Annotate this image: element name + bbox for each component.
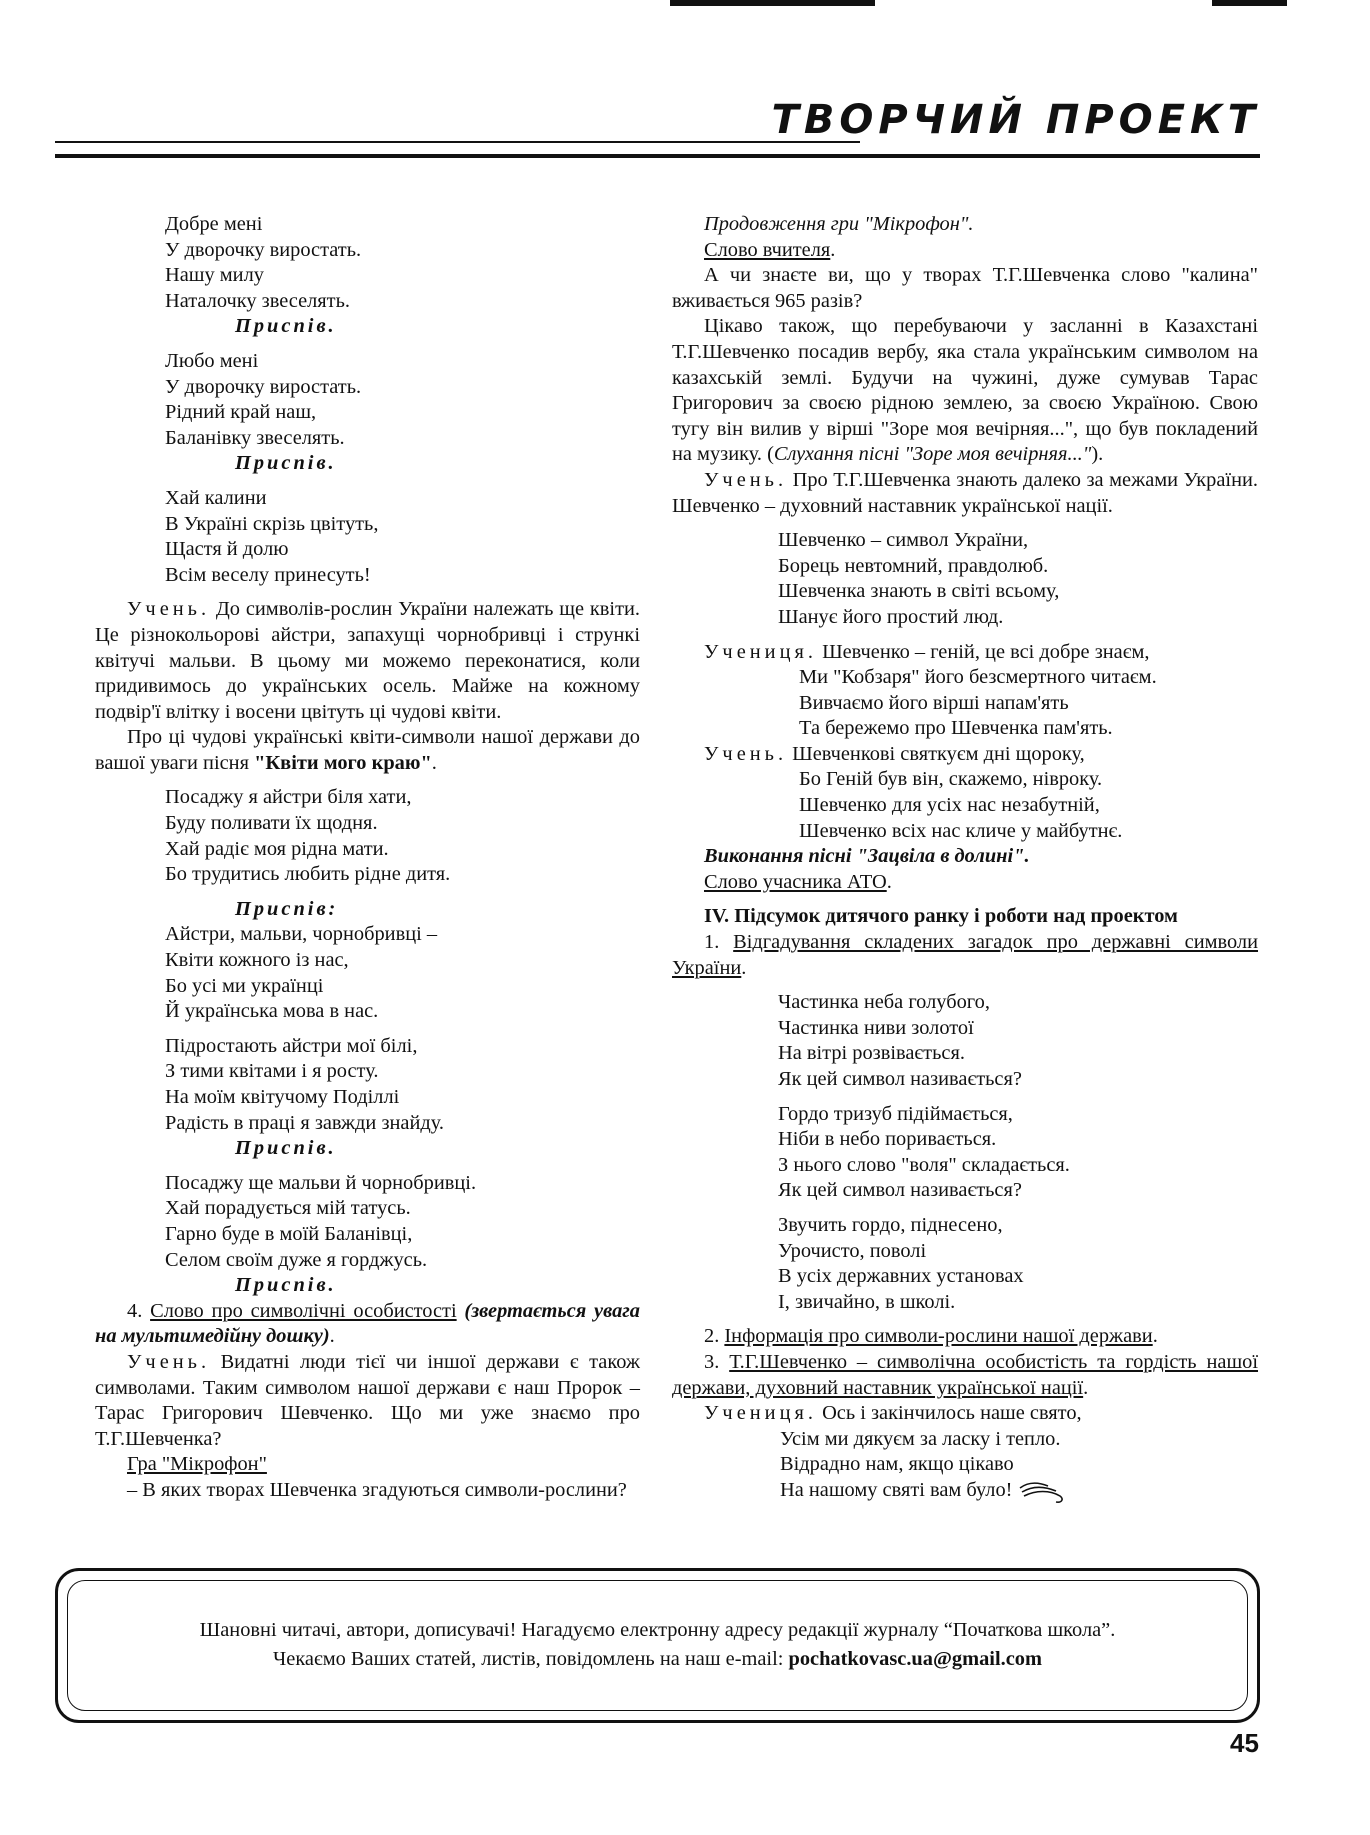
page-header — [55, 96, 1260, 166]
punctuation: . — [1083, 1376, 1089, 1399]
verse-line: Бо Геній був він, скажемо, нівроку. — [799, 768, 1103, 791]
verse-line: На вітрі розвівається. — [778, 1042, 965, 1065]
verse-line: В усіх державних установах — [778, 1265, 1024, 1288]
verse-line: Шевченка знають в світі всьому, — [778, 580, 1060, 603]
riddle — [672, 1102, 1258, 1204]
poem — [672, 528, 1258, 630]
verse-line: Квіти кожного із нас, — [165, 949, 349, 972]
verse-line: Всім веселу принесуть! — [165, 563, 371, 586]
verse-line: Радість в праці я завжди знайду. — [165, 1111, 444, 1134]
item-note: (звертається увага на мультимедійну дошку) — [95, 1299, 640, 1348]
song-stanza — [95, 486, 640, 588]
verse-line: Шевченко – геній, це всі добре знаєм, — [816, 640, 1150, 663]
song-stanza — [95, 1171, 640, 1273]
notice-text: Чекаємо Ваших статей, листів, повідомлень на наш e-mail: — [273, 1648, 789, 1670]
song-stanza — [95, 785, 640, 887]
verse-line: На моїм квітучому Поділлі — [165, 1086, 400, 1108]
paragraph-text: Цікаво також, що перебуваючи у засланні в Казахстані Т.Г.Шевченко посадив вербу, яка стала українським символом на казахській землі. Будучи на чужині, дуже сумував Тарас Григорович за своєю рідною землею, за своєю Україною. Свою тугу він вилив у вірші "Зоре моя вечірняя...", що був покладений на музику. ( — [672, 315, 1258, 466]
verse-line: Гарно буде в моїй Баланівці, — [165, 1222, 413, 1245]
item-number: 4. — [127, 1299, 151, 1322]
program-item — [95, 1299, 640, 1350]
item-title: Відгадування складених загадок про державні символи України — [672, 931, 1259, 979]
verse-line: Добре мені — [165, 213, 263, 235]
section-title: ТВОРЧИЙ ПРОЕКТ — [771, 97, 1260, 143]
punctuation: . — [431, 751, 437, 774]
verse-line: Посаджу ще мальви й чорнобривці. — [165, 1171, 477, 1194]
verse-line — [672, 1478, 1258, 1504]
notice-content — [67, 1580, 1248, 1711]
section-heading: IV. Підсумок дитячого ранку і роботи над проектом — [704, 905, 1178, 928]
top-edge-mark — [670, 0, 875, 6]
verse-line: Бо усі ми українці — [165, 974, 324, 997]
program-item — [672, 1350, 1258, 1401]
punctuation: . — [741, 956, 747, 979]
verse-line: Рідний край наш, — [165, 401, 317, 424]
verse-line: Хай радіє моя рідна мати. — [165, 837, 389, 860]
subheading — [672, 238, 1258, 264]
verse-line: З тими квітами і я росту. — [165, 1060, 379, 1083]
subheading-text: Слово вчителя — [704, 238, 831, 261]
item-number: 2. — [704, 1325, 725, 1348]
speaker-verse — [672, 1401, 1258, 1427]
item-title: Інформація про символи-рослини нашої держави — [724, 1325, 1153, 1348]
punctuation: . — [329, 1325, 335, 1348]
song-stanza — [95, 212, 640, 314]
notice-line — [68, 1645, 1247, 1674]
program-item — [672, 930, 1258, 981]
verse-line: Шанує його простий люд. — [778, 605, 1004, 628]
paragraph — [95, 725, 640, 776]
verse-line: Ось і закінчилось наше свято, — [816, 1402, 1082, 1425]
email-link[interactable]: pochatkovasc.ua@gmail.com — [788, 1648, 1042, 1670]
verse-line: З нього слово "воля" складається. — [778, 1153, 1070, 1176]
verse-line: Шевченко всіх нас кличе у майбутнє. — [799, 819, 1123, 842]
verse-line: Як цей символ називається? — [778, 1068, 1022, 1090]
verse-line: Селом своїм дуже я горджусь. — [165, 1248, 428, 1271]
page-number: 45 — [1230, 1728, 1259, 1758]
song-chorus — [95, 922, 640, 1024]
verse-line: Відрадно нам, якщо цікаво — [780, 1453, 1014, 1476]
verse-line: Хай порадується мій татусь. — [165, 1197, 411, 1220]
top-edge-mark — [1212, 0, 1287, 6]
speaker-label: Учениця. — [704, 1402, 817, 1425]
game-title-text: Гра "Мікрофон" — [127, 1453, 267, 1476]
speaker-label: Учень. — [127, 1350, 211, 1373]
verse-line: Звучить гордо, піднесено, — [778, 1213, 1003, 1236]
speaker-label: Учениця. — [704, 640, 817, 663]
song-stanza — [95, 1034, 640, 1136]
notice-line: Шановні читачі, автори, дописувачі! Нагадуємо електронну адресу редакції журналу “Початкова школа”. — [199, 1619, 1116, 1641]
paragraph — [672, 468, 1258, 519]
verse-line: Шевченко – символ України, — [778, 529, 1029, 552]
left-column — [95, 212, 640, 1504]
punctuation: . — [830, 238, 836, 261]
paragraph-text: До символів-рослин України належать ще квіти. Це різнокольорові айстри, запахущі чорнобривці і стрункі квітучі мальви. В цьому ми можемо переконатися, коли придивимось до українських осель. Майже на кожному подвір'ї влітку і восени цвітуть ці чудові квіти. — [95, 598, 640, 723]
paragraph: А чи знаєте ви, що у творах Т.Г.Шевченка слово "калина" вживається 965 разів? — [672, 264, 1258, 312]
notice-box — [55, 1568, 1260, 1723]
verse-line: Вивчаємо його вірші напам'ять — [799, 691, 1069, 714]
item-number: 1. — [704, 931, 734, 954]
verse-line: Частинка ниви золотої — [778, 1016, 974, 1039]
verse-line: Посаджу я айстри біля хати, — [165, 786, 412, 809]
verse-line: Та бережемо про Шевченка пам'ять. — [799, 717, 1113, 740]
verse-line: У дворочку виростать. — [165, 375, 362, 398]
verse-line: Ніби в небо поривається. — [778, 1128, 997, 1151]
speaker-label: Учень. — [704, 742, 788, 765]
verse-line: Шевченко для усіх нас незабутній, — [799, 794, 1100, 817]
verse-line: У дворочку виростать. — [165, 238, 362, 261]
item-title: Слово про символічні особистості — [150, 1299, 457, 1322]
song-stanza — [95, 349, 640, 451]
paragraph — [672, 314, 1258, 468]
paragraph-text: Про ці чудові українські квіти-символи нашої держави до вашої уваги пісня — [95, 726, 640, 774]
paragraph-text: Про Т.Г.Шевченка знають далеко за межами України. Шевченко – духовний наставник української нації. — [672, 468, 1258, 517]
subheading-text: Слово учасника АТО — [704, 870, 887, 893]
game-title — [95, 1452, 640, 1478]
verse-line: Буду поливати їх щодня. — [165, 812, 378, 835]
verse-line: Щастя й долю — [165, 538, 289, 561]
chorus-label: Приспів. — [235, 1137, 337, 1160]
song-title: "Квіти мого краю" — [254, 751, 432, 774]
verse-line: Баланівку звеселять. — [165, 426, 345, 449]
question: – В яких творах Шевченка згадуються символи-рослини? — [127, 1478, 627, 1501]
riddle — [672, 990, 1258, 1092]
verse-line: Урочисто, поволі — [778, 1239, 927, 1262]
speaker-label: Учень. — [127, 598, 211, 621]
verse-line: Підростають айстри мої білі, — [165, 1034, 418, 1057]
punctuation: . — [1152, 1325, 1158, 1348]
subheading — [672, 870, 1258, 896]
verse-line: Хай калини — [165, 486, 267, 509]
verse-line: Й українська мова в нас. — [165, 1000, 379, 1023]
chorus-label: Приспів. — [235, 452, 337, 475]
verse-line: Айстри, мальви, чорнобривці – — [165, 923, 438, 946]
speaker-verse — [672, 742, 1258, 768]
verse-line: Борець невтомний, правдолюб. — [778, 554, 1049, 577]
verse-line: Шевченкові святкуєм дні щороку, — [787, 742, 1085, 765]
verse-line: І, звичайно, в школі. — [778, 1290, 956, 1313]
punctuation: . — [886, 870, 892, 893]
verse-text: На нашому святі вам було! — [780, 1478, 1013, 1501]
paragraph — [95, 597, 640, 725]
chorus-label: Приспів: — [235, 897, 339, 920]
paragraph-text: Видатні люди тієї чи іншої держави є також символами. Таким символом нашої держави є наш Пророк – Тарас Григорович Шевченко. Що ми уже знаємо про Т.Г.Шевченка? — [95, 1350, 640, 1450]
right-column — [672, 212, 1258, 1504]
speaker-label: Учень. — [704, 468, 788, 491]
paragraph — [95, 1350, 640, 1452]
verse-line: Гордо тризуб підіймається, — [778, 1102, 1013, 1125]
verse-line: Частинка неба голубого, — [778, 991, 990, 1014]
end-flourish-icon — [1018, 1478, 1068, 1504]
punctuation: ). — [1091, 443, 1104, 466]
chorus-label: Приспів. — [235, 1274, 337, 1297]
stage-direction: Продовження гри "Мікрофон". — [704, 213, 974, 235]
stage-direction: Виконання пісні "Зацвіла в долині". — [704, 845, 1030, 868]
header-rule — [55, 141, 860, 143]
verse-line: Як цей символ називається? — [778, 1179, 1022, 1202]
program-item — [672, 1324, 1258, 1350]
item-number: 3. — [704, 1350, 730, 1373]
stage-direction: Слухання пісні "Зоре моя вечірняя..." — [773, 443, 1092, 466]
item-title: Т.Г.Шевченко – символічна особистість та гордість нашої держави, духовний наставник української нації — [672, 1350, 1259, 1399]
speaker-verse — [672, 640, 1258, 666]
verse-line: Ми "Кобзаря" його безсмертного читаєм. — [799, 666, 1157, 689]
verse-line: Нашу милу — [165, 264, 264, 287]
verse-line: В Україні скрізь цвітуть, — [165, 512, 379, 535]
riddle — [672, 1213, 1258, 1315]
verse-line: Усім ми дякуєм за ласку і тепло. — [780, 1427, 1061, 1450]
verse-line: Наталочку звеселять. — [165, 289, 350, 312]
chorus-label: Приспів. — [235, 315, 337, 338]
verse-line: Любо мені — [165, 349, 259, 372]
verse-line: Бо трудитись любить рідне дитя. — [165, 863, 451, 886]
header-rule-thick — [55, 154, 1260, 158]
